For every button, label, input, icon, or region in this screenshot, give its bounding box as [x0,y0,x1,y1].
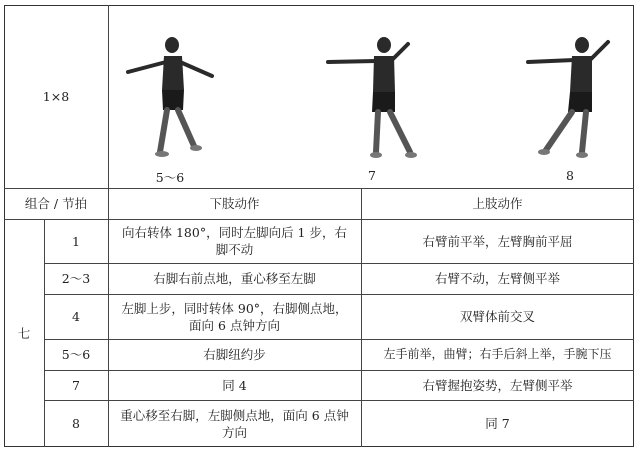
upper-limb-cell: 左手前举，曲臂；右手后斜上举，手腕下压 [383,347,612,361]
lower-limb-cell: 重心移至右脚，左脚侧点地，面向 6 点钟方向 [120,407,349,440]
dancer-figure-8 [520,34,620,159]
lower-limb-cell: 右脚右前点地，重心移至左脚 [153,271,316,286]
beat-cell: 7 [72,377,80,393]
lower-limb-cell: 右脚纽约步 [203,347,266,362]
header-lower-limb: 下肢动作 [209,196,260,211]
figure-caption: 8 [566,168,574,183]
upper-limb-cell: 右臂前平举，左臂胸前平屈 [422,233,573,249]
group-label: 七 [17,325,31,341]
header-group-beat: 组合 / 节拍 [24,196,88,211]
beat-cell: 1 [72,233,80,249]
beat-cell: 2～3 [61,271,91,286]
figure-caption: 7 [368,168,376,183]
lower-limb-cell: 左脚上步，同时转体 90°，右脚侧点地，面向 6 点钟方向 [121,300,348,333]
lower-limb-cell: 向右转体 180°，同时左脚向后 1 步，右脚不动 [122,225,347,257]
dancer-figure-7 [322,34,422,159]
upper-limb-cell: 双臂体前交叉 [459,309,535,324]
beat-cell: 8 [72,416,80,431]
upper-limb-cell: 右臂不动，左臂侧平举 [434,271,560,286]
beat-cell: 4 [72,309,80,324]
figure-caption: 5～6 [155,170,185,185]
beat-cell: 5～6 [61,347,91,362]
count-label: 1×8 [42,89,70,104]
upper-limb-cell: 右臂握抱姿势，左臂侧平举 [422,377,573,393]
lower-limb-cell: 同 4 [222,377,247,393]
upper-limb-cell: 同 7 [485,416,510,431]
header-upper-limb: 上肢动作 [472,196,523,211]
dancer-figure-5-6 [120,34,220,159]
